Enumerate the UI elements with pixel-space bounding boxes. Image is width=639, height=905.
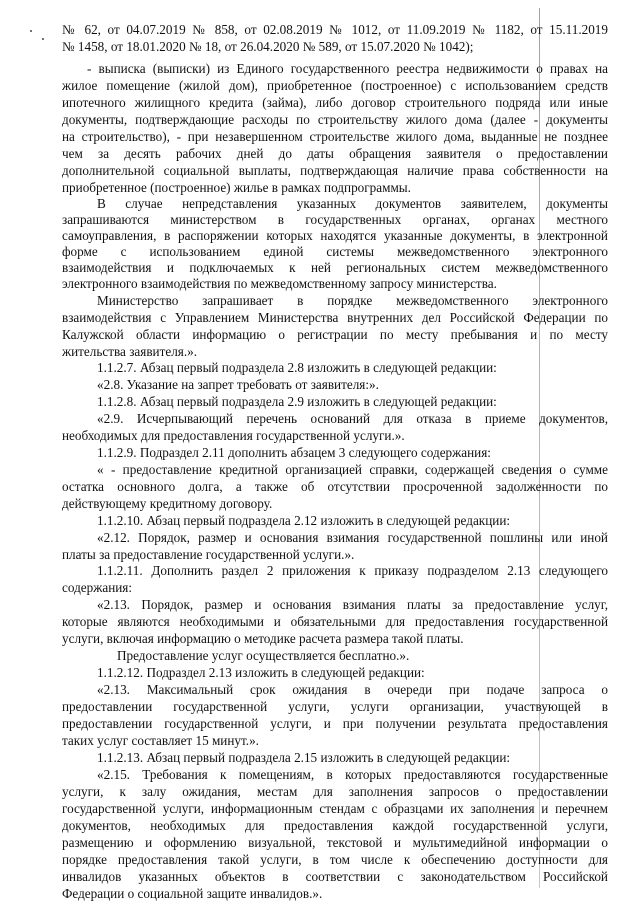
text-line: Министерство запрашивает в порядке межведомственного электронного (97, 293, 608, 308)
text-line: платы за предоставление государственной услуги.». (62, 547, 355, 562)
text-line: действующему кредитному договору. (62, 496, 273, 511)
text-line: остатка основного долга, а также об отсутствии просроченной задолженности по (62, 479, 608, 494)
text-line: 1.1.2.12. Подраздел 2.13 изложить в следующей редакции: (97, 665, 425, 680)
scan-speck (30, 30, 32, 32)
text-line: документы, подтверждающие расходы по строительству жилого дома (далее - документы (62, 112, 608, 127)
text-line: предоставлении государственной услуги, услуги организации, участвующей в (62, 699, 608, 714)
text-line: необходимых для предоставления государственной услуги.». (62, 428, 405, 443)
text-line: «2.13. Максимальный срок ожидания в очереди при подаче запроса о (97, 682, 608, 697)
text-line: Калужской области информацию о регистрации по месту пребывания и по месту (62, 327, 608, 342)
text-line: инвалидов указанных объектов в соответствии с законодательством Российской (62, 869, 608, 884)
text-line: запрашиваются министерством в государственных органах, органах местного (62, 212, 608, 227)
text-line: форме с использованием единой системы межведомственного электронного (62, 244, 608, 259)
text-line: чем за десять рабочих дней до даты обращения заявителя о предоставлении (62, 146, 608, 161)
text-line: услуги, к залу ожидания, местам для заполнения запросов о предоставлении (62, 784, 608, 799)
text-line: таких услуг составляет 15 минут.». (62, 733, 259, 748)
text-line: «2.13. Порядок, размер и основания взимания платы за предоставление услуг, (97, 597, 608, 612)
text-line: 1.1.2.9. Подраздел 2.11 дополнить абзацем 3 следующего содержания: (97, 445, 491, 460)
text-line: на строительство), - при незавершенном строительстве жилого дома, выданные не позднее (62, 129, 608, 144)
text-line: «2.15. Требования к помещениям, в которых предоставляются государственные (97, 767, 608, 782)
text-line: взаимодействия и подключаемых к ней региональных систем межведомственного (62, 260, 608, 275)
text-line: взаимодействия с Управлением Министерства внутренних дел Российской Федерации по (62, 310, 608, 325)
text-line: документов, необходимых для предоставления каждой государственной услуги, (62, 818, 608, 833)
text-line: «2.9. Исчерпывающий перечень оснований для отказа в приеме документов, (97, 411, 608, 426)
text-line: предоставлении государственной услуги, и при получении результата предоставления (62, 716, 608, 731)
text-line: 1.1.2.10. Абзац первый подраздела 2.12 изложить в следующей редакции: (97, 513, 511, 528)
text-line: Предоставление услуг осуществляется бесплатно.». (117, 648, 410, 663)
text-line: размещению и оформлению визуальной, текстовой и мультимедийной информации о (62, 835, 608, 850)
text-line: № 1458, от 18.01.2020 № 18, от 26.04.2020 № 589, от 15.07.2020 № 1042); (62, 39, 474, 54)
text-line: жительства заявителя.». (62, 344, 198, 359)
text-line: самоуправления, в распоряжении которых находятся указанные документы, в электронной (62, 228, 608, 243)
scan-speck (42, 38, 44, 40)
text-line: 1.1.2.13. Абзац первый подраздела 2.15 изложить в следующей редакции: (97, 750, 511, 765)
text-line: дополнительной социальной выплаты, подтверждающая наличие права собственности на (62, 163, 608, 178)
text-line: « - предоставление кредитной организацией справки, содержащей сведения о сумме (97, 462, 608, 477)
text-line: - выписка (выписки) из Единого государственного реестра недвижимости о правах на (87, 61, 608, 76)
text-line: В случае непредставления указанных документов заявителем, документы (97, 196, 608, 211)
text-line: 1.1.2.7. Абзац первый подраздела 2.8 изложить в следующей редакции: (97, 360, 497, 375)
text-line: услуги, включая информацию о методике расчета размера такой платы. (62, 631, 464, 646)
text-line: жилое помещение (жилой дом), приобретенное (построенное) с использованием средств (62, 78, 608, 93)
text-line: содержания: (62, 580, 133, 595)
text-line: 1.1.2.8. Абзац первый подраздела 2.9 изложить в следующей редакции: (97, 394, 497, 409)
text-line: электронного взаимодействия по межведомственному запросу министерства. (62, 276, 497, 291)
text-line: «2.12. Порядок, размер и основания взимания государственной пошлины или иной (97, 530, 608, 545)
text-line: 1.1.2.11. Дополнить раздел 2 приложения к приказу подразделом 2.13 следующего (97, 563, 608, 578)
text-line: Федерации о социальной защите инвалидов.». (62, 886, 323, 901)
text-line: государственной услуги, информационным стендам с образцами их заполнения и перечнем (62, 801, 608, 816)
text-line: № 62, от 04.07.2019 № 858, от 02.08.2019 № 1012, от 11.09.2019 № 1182, от 15.11.2019 (62, 22, 608, 37)
text-line: приобретенное (построенное) жилье в рамках подпрограммы. (62, 180, 411, 195)
text-line: «2.8. Указание на запрет требовать от заявителя:». (97, 377, 379, 392)
text-line: порядке предоставления такой услуги, в том числе к обеспечению доступности для (62, 852, 608, 867)
text-line: которые являются необходимыми и обязательными для предоставления государственной (62, 614, 608, 629)
text-line: ипотечного жилищного кредита (займа), либо договор строительного подряда или иные (62, 95, 608, 110)
